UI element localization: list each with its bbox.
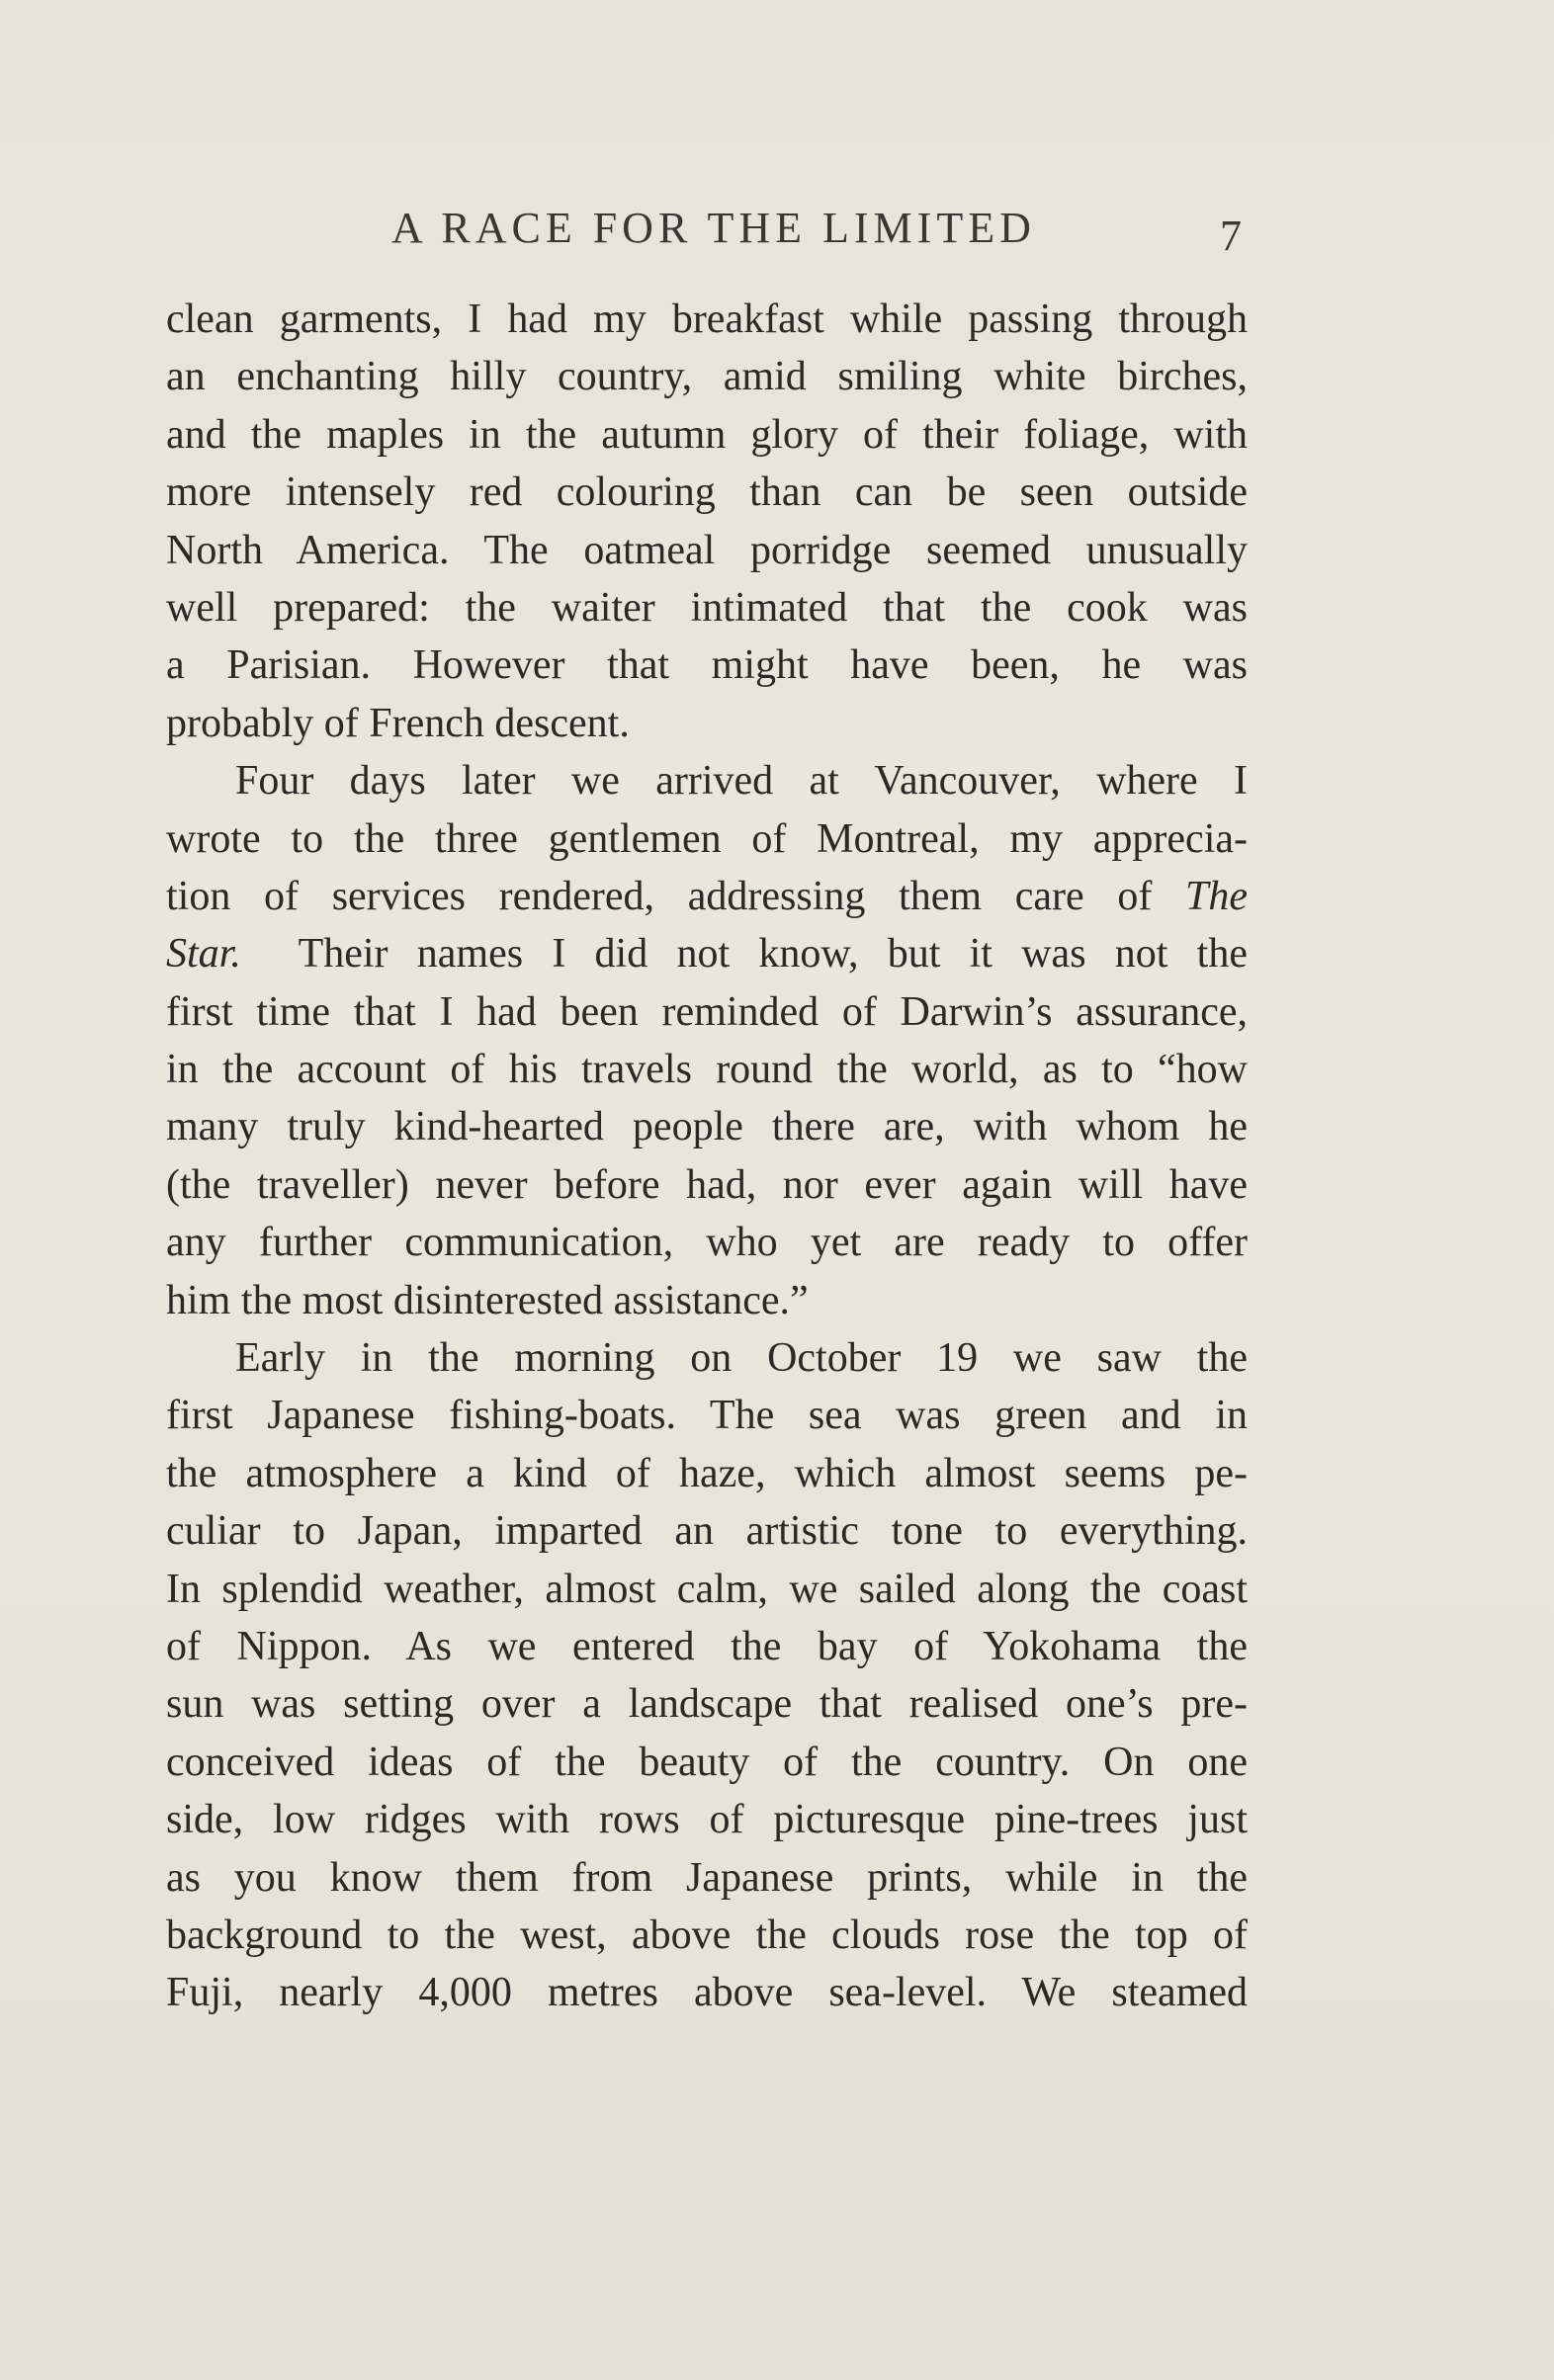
text-line: as you know them from Japanese prints, while in the (166, 1854, 1248, 1901)
text-line: (the traveller) never before had, nor ever again will have (166, 1161, 1248, 1208)
text-line: well prepared: the waiter intimated that the cook was (166, 584, 1248, 631)
italic-title: The (1185, 873, 1248, 919)
text-line: clean garments, I had my breakfast while passing through (166, 297, 1248, 342)
page-header (0, 203, 1554, 262)
text-line: a Parisian. However that might have been, he was (166, 642, 1248, 689)
italic-title: Star. (166, 931, 241, 978)
text-line (166, 868, 1248, 925)
text-line (166, 925, 1248, 982)
text-line: conceived ideas of the beauty of the country. On one (166, 1739, 1248, 1785)
text-line: culiar to Japan, imparted an artistic tone to everything. (166, 1508, 1248, 1555)
text-line: first Japanese fishing-boats. The sea was green and in (166, 1393, 1248, 1439)
body-text (166, 291, 1248, 2022)
page-number: 7 (1220, 212, 1242, 260)
text-line: him the most disinterested assistance.” (166, 1277, 809, 1323)
text-line: any further communication, who yet are ready to offer (166, 1220, 1248, 1266)
text-line: sun was setting over a landscape that realised one’s pre- (166, 1681, 1248, 1728)
running-title: A RACE FOR THE LIMITED (391, 204, 1036, 252)
text-line: side, low ridges with rows of picturesque pine-trees just (166, 1797, 1248, 1843)
text-segment: Their names I did not know, but it was not the (298, 931, 1248, 978)
text-line: North America. The oatmeal porridge seemed unusually (166, 527, 1248, 573)
text-line: more intensely red colouring than can be seen outside (166, 469, 1248, 516)
text-line: background to the west, above the clouds rose the top of (166, 1912, 1248, 1958)
text-line: In splendid weather, almost calm, we sailed along the coast (166, 1566, 1248, 1612)
text-line: first time that I had been reminded of Darwin’s assurance, (166, 988, 1248, 1035)
text-line: and the maples in the autumn glory of their foliage, with (166, 411, 1248, 458)
text-line: of Nippon. As we entered the bay of Yokohama the (166, 1623, 1248, 1669)
text-line: in the account of his travels round the world, as to “how (166, 1047, 1248, 1093)
text-line: probably of French descent. (166, 700, 630, 746)
text-line: an enchanting hilly country, amid smiling white birches, (166, 354, 1248, 400)
text-line: many truly kind-hearted people there are, with whom he (166, 1104, 1248, 1150)
paragraph-start-line: Early in the morning on October 19 we saw the (235, 1335, 1248, 1382)
text-line: Fuji, nearly 4,000 metres above sea-level. We steamed (166, 1970, 1248, 2016)
text-segment: tion of services rendered, addressing them care of (166, 873, 1153, 919)
text-line: the atmosphere a kind of haze, which almost seems pe- (166, 1450, 1248, 1496)
text-line: wrote to the three gentlemen of Montreal, my apprecia- (166, 815, 1248, 862)
paragraph-start-line: Four days later we arrived at Vancouver, where I (235, 758, 1248, 805)
